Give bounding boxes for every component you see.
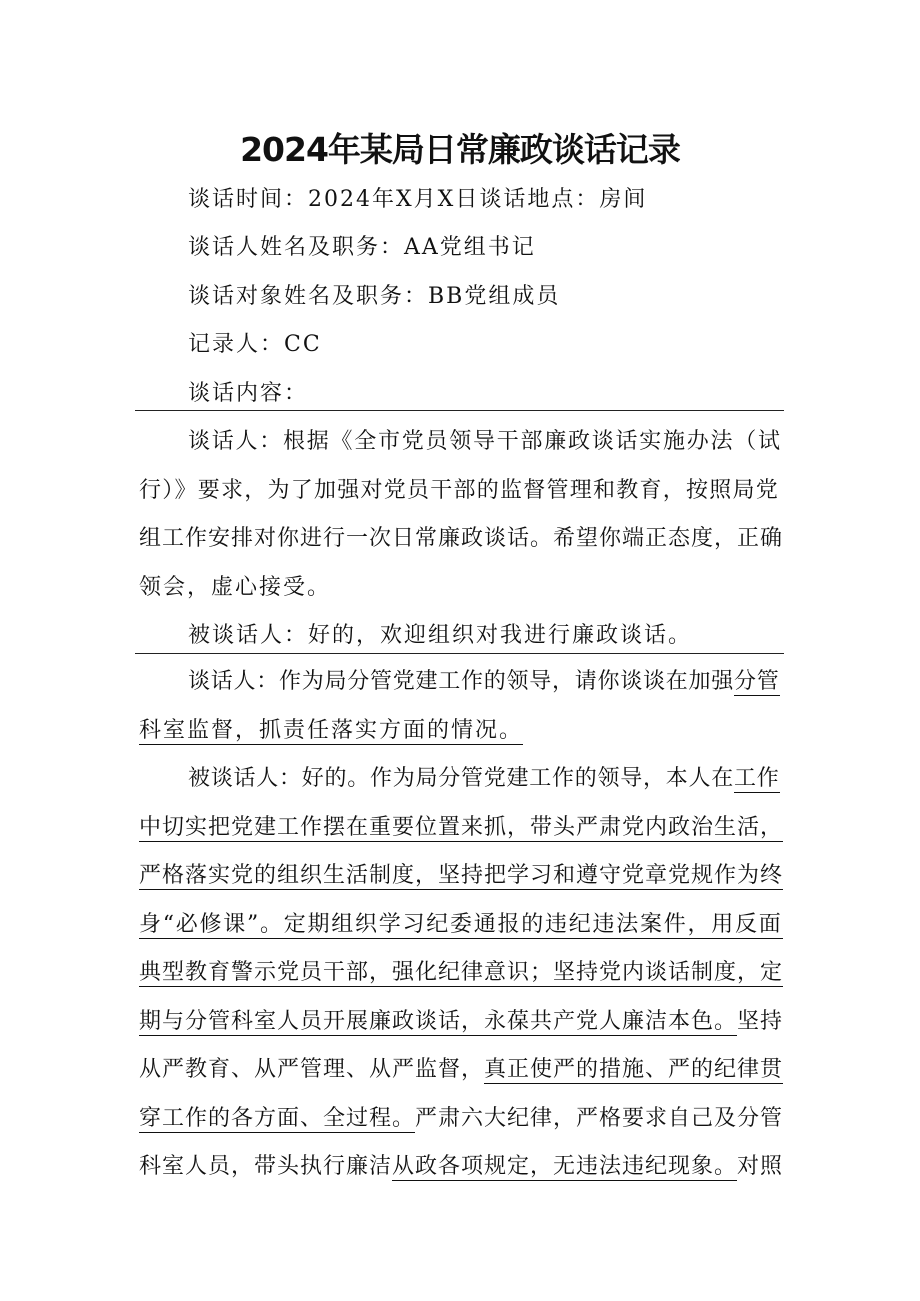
paragraph-line — [139, 1007, 783, 1037]
paragraph-line — [139, 910, 783, 940]
talker-name-position: 谈话人姓名及职务：AA党组书记 — [188, 235, 536, 260]
text-run: 严肃六大纪律，严格要求自己及分管 — [415, 1106, 784, 1131]
underlined-text: 典型教育警示党员干部，强化纪律意识；坚持党内谈话制度，定 — [139, 960, 784, 985]
text-run: 对照 — [737, 1154, 784, 1179]
underlined-text: 真正使严的措施、严的纪律贯 — [484, 1057, 784, 1082]
paragraph-line — [139, 813, 783, 843]
text-run: 谈话人：作为局分管党建工作的领导，请你谈谈在加强 — [188, 669, 735, 694]
document-title: 2024年某局日常廉政谈话记录 — [240, 130, 680, 169]
paragraph-line: 被谈话人：好的，欢迎组织对我进行廉政谈话。 — [188, 623, 693, 648]
underlined-text: 严格落实党的组织生活制度，坚持把学习和遵守党章党规作为终 — [139, 863, 784, 888]
underlined-text: 分管 — [734, 669, 780, 694]
paragraph-line: 行）》要求，为了加强对党员干部的监督管理和教育，按照局党 — [139, 478, 780, 503]
paragraph-line — [188, 667, 780, 697]
talk-time-place: 谈话时间：2024年X月X日谈话地点：房间 — [188, 187, 648, 212]
paragraph-line — [139, 716, 523, 746]
interviewee-name-position: 谈话对象姓名及职务：BB党组成员 — [188, 284, 561, 309]
underlined-text: 身“必修课”。定期组织学习纪委通报的违纪违法案件，用反面 — [139, 912, 783, 937]
recorder: 记录人：CC — [188, 332, 322, 357]
underlined-text: 科室监督，抓责任落实方面的情况。 — [139, 718, 524, 743]
divider-line — [135, 410, 784, 411]
underlined-text: 工作 — [734, 766, 780, 791]
paragraph-line — [139, 861, 783, 891]
paragraph-line — [139, 1152, 783, 1182]
paragraph-line: 领会，虚心接受。 — [139, 575, 332, 600]
text-run: 被谈话人：好的。作为局分管党建工作的领导，本人在 — [188, 766, 735, 791]
text-run: 坚持 — [737, 1009, 784, 1034]
paragraph-line — [139, 1104, 783, 1134]
text-run: 从严教育、从严管理、从严监督， — [139, 1057, 485, 1082]
paragraph-line — [139, 1055, 783, 1085]
paragraph-line — [139, 958, 783, 988]
paragraph-line: 组工作安排对你进行一次日常廉政谈话。希望你端正态度，正确 — [139, 526, 784, 551]
text-run: 科室人员，带头执行廉洁 — [139, 1154, 393, 1179]
paragraph-line — [188, 764, 780, 794]
underlined-text: 从政各项规定，无违法违纪现象。 — [392, 1154, 738, 1179]
underlined-text: 期与分管科室人员开展廉政谈话，永葆共产党人廉洁本色。 — [139, 1009, 738, 1034]
talk-content-label: 谈话内容： — [188, 381, 309, 406]
underlined-text: 中切实把党建工作摆在重要位置来抓，带头严肃党内政治生活， — [139, 815, 784, 840]
divider-line — [135, 653, 784, 654]
underlined-text: 穿工作的各方面、全过程。 — [139, 1106, 416, 1131]
paragraph-line: 谈话人：根据《全市党员领导干部廉政谈话实施办法（试 — [188, 429, 782, 454]
